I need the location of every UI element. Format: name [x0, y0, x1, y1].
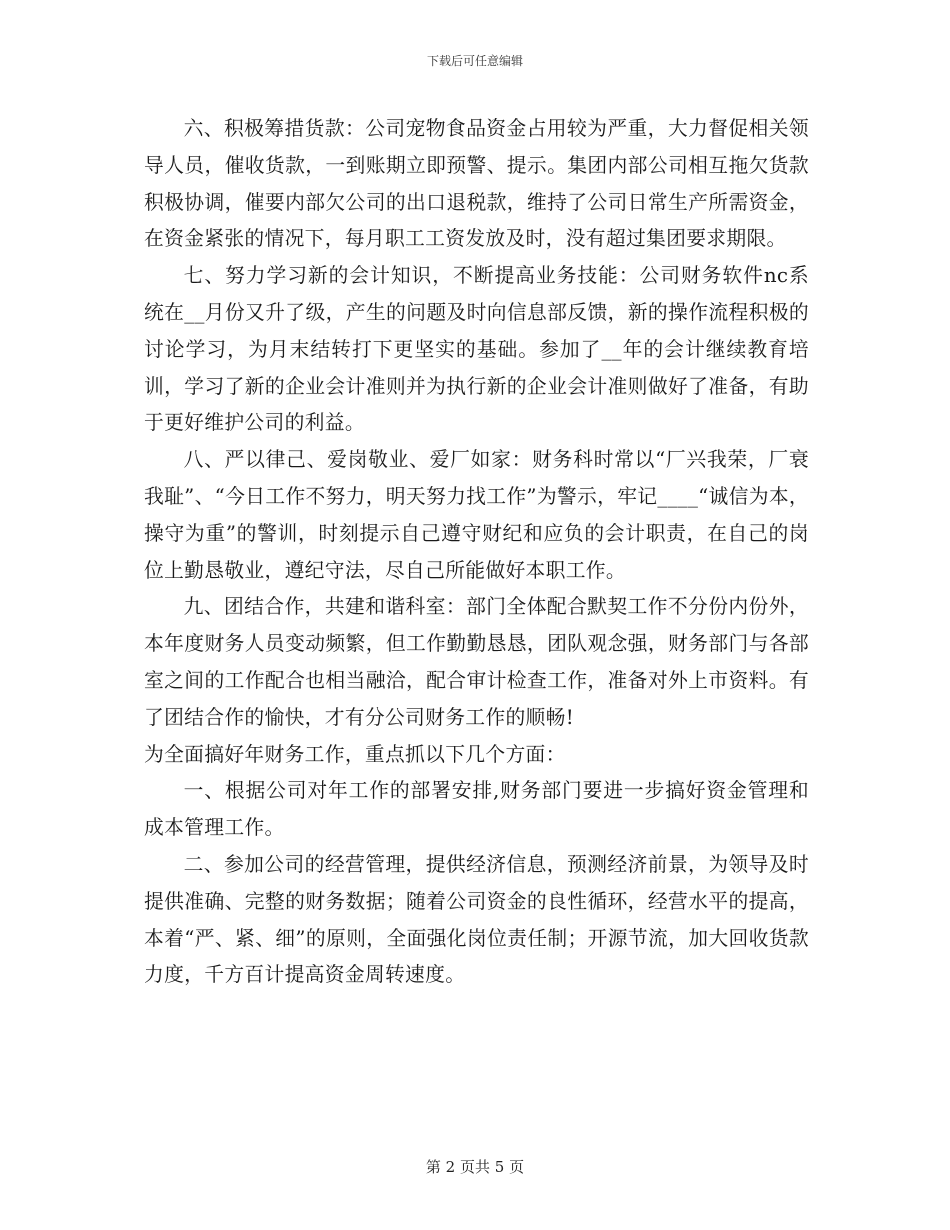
- paragraph-intro-plan: 为全面搞好年财务工作，重点抓以下几个方面：: [144, 742, 566, 766]
- document-body: [144, 111, 809, 994]
- paragraph-item-6: 六、积极筹措货款：公司宠物食品资金占用较为严重，大力督促相关领导人员，催收货款，一到账期立即预警、提示。集团内部公司相互拖欠货款积极协调，催要内部欠公司的出口退税款，维持了公司日常生产所需资金，在资金紧张的情况下，每月职工工资发放及时，没有超过集团要求期限。: [144, 117, 809, 251]
- paragraph-item-9: 九、团结合作，共建和谐科室：部门全体配合默契工作不分份内份外，本年度财务人员变动频繁，但工作勤勤恳恳，团队观念强，财务部门与各部室之间的工作配合也相当融洽，配合审计检查工作，准备对外上市资料。有了团结合作的愉快，才有分公司财务工作的顺畅!: [144, 595, 809, 729]
- page-header: 下载后可任意编辑: [426, 54, 523, 68]
- page-number-footer: 第 2 页共 5 页: [425, 1158, 525, 1176]
- paragraph-plan-1: 一、根据公司对年工作的部署安排,财务部门要进一步搞好资金管理和成本管理工作。: [144, 779, 809, 840]
- paragraph-item-7: 七、努力学习新的会计知识，不断提高业务技能：公司财务软件nc系统在__月份又升了级，产生的问题及时向信息部反馈，新的操作流程积极的讨论学习，为月末结转打下更坚实的基础。参加了__年的会计继续教育培训，学习了新的企业会计准则并为执行新的企业会计准则做好了准备，有助于更好维护公司的利益。: [144, 264, 809, 435]
- paragraph-plan-2: 二、参加公司的经营管理，提供经济信息，预测经济前景，为领导及时提供准确、完整的财务数据；随着公司资金的良性循环，经营水平的提高，本着“严、紧、细”的原则，全面强化岗位责任制；开源节流，加大回收货款力度，千方百计提高资金周转速度。: [144, 852, 809, 987]
- paragraph-item-8: 八、严以律己、爱岗敬业、爱厂如家：财务科时常以“厂兴我荣，厂衰我耻”、“今日工作不努力，明天努力找工作”为警示，牢记____“诚信为本，操守为重”的警训，时刻提示自己遵守财纪和应负的会计职责，在自己的岗位上勤恳敬业，遵纪守法，尽自己所能做好本职工作。: [144, 448, 809, 582]
